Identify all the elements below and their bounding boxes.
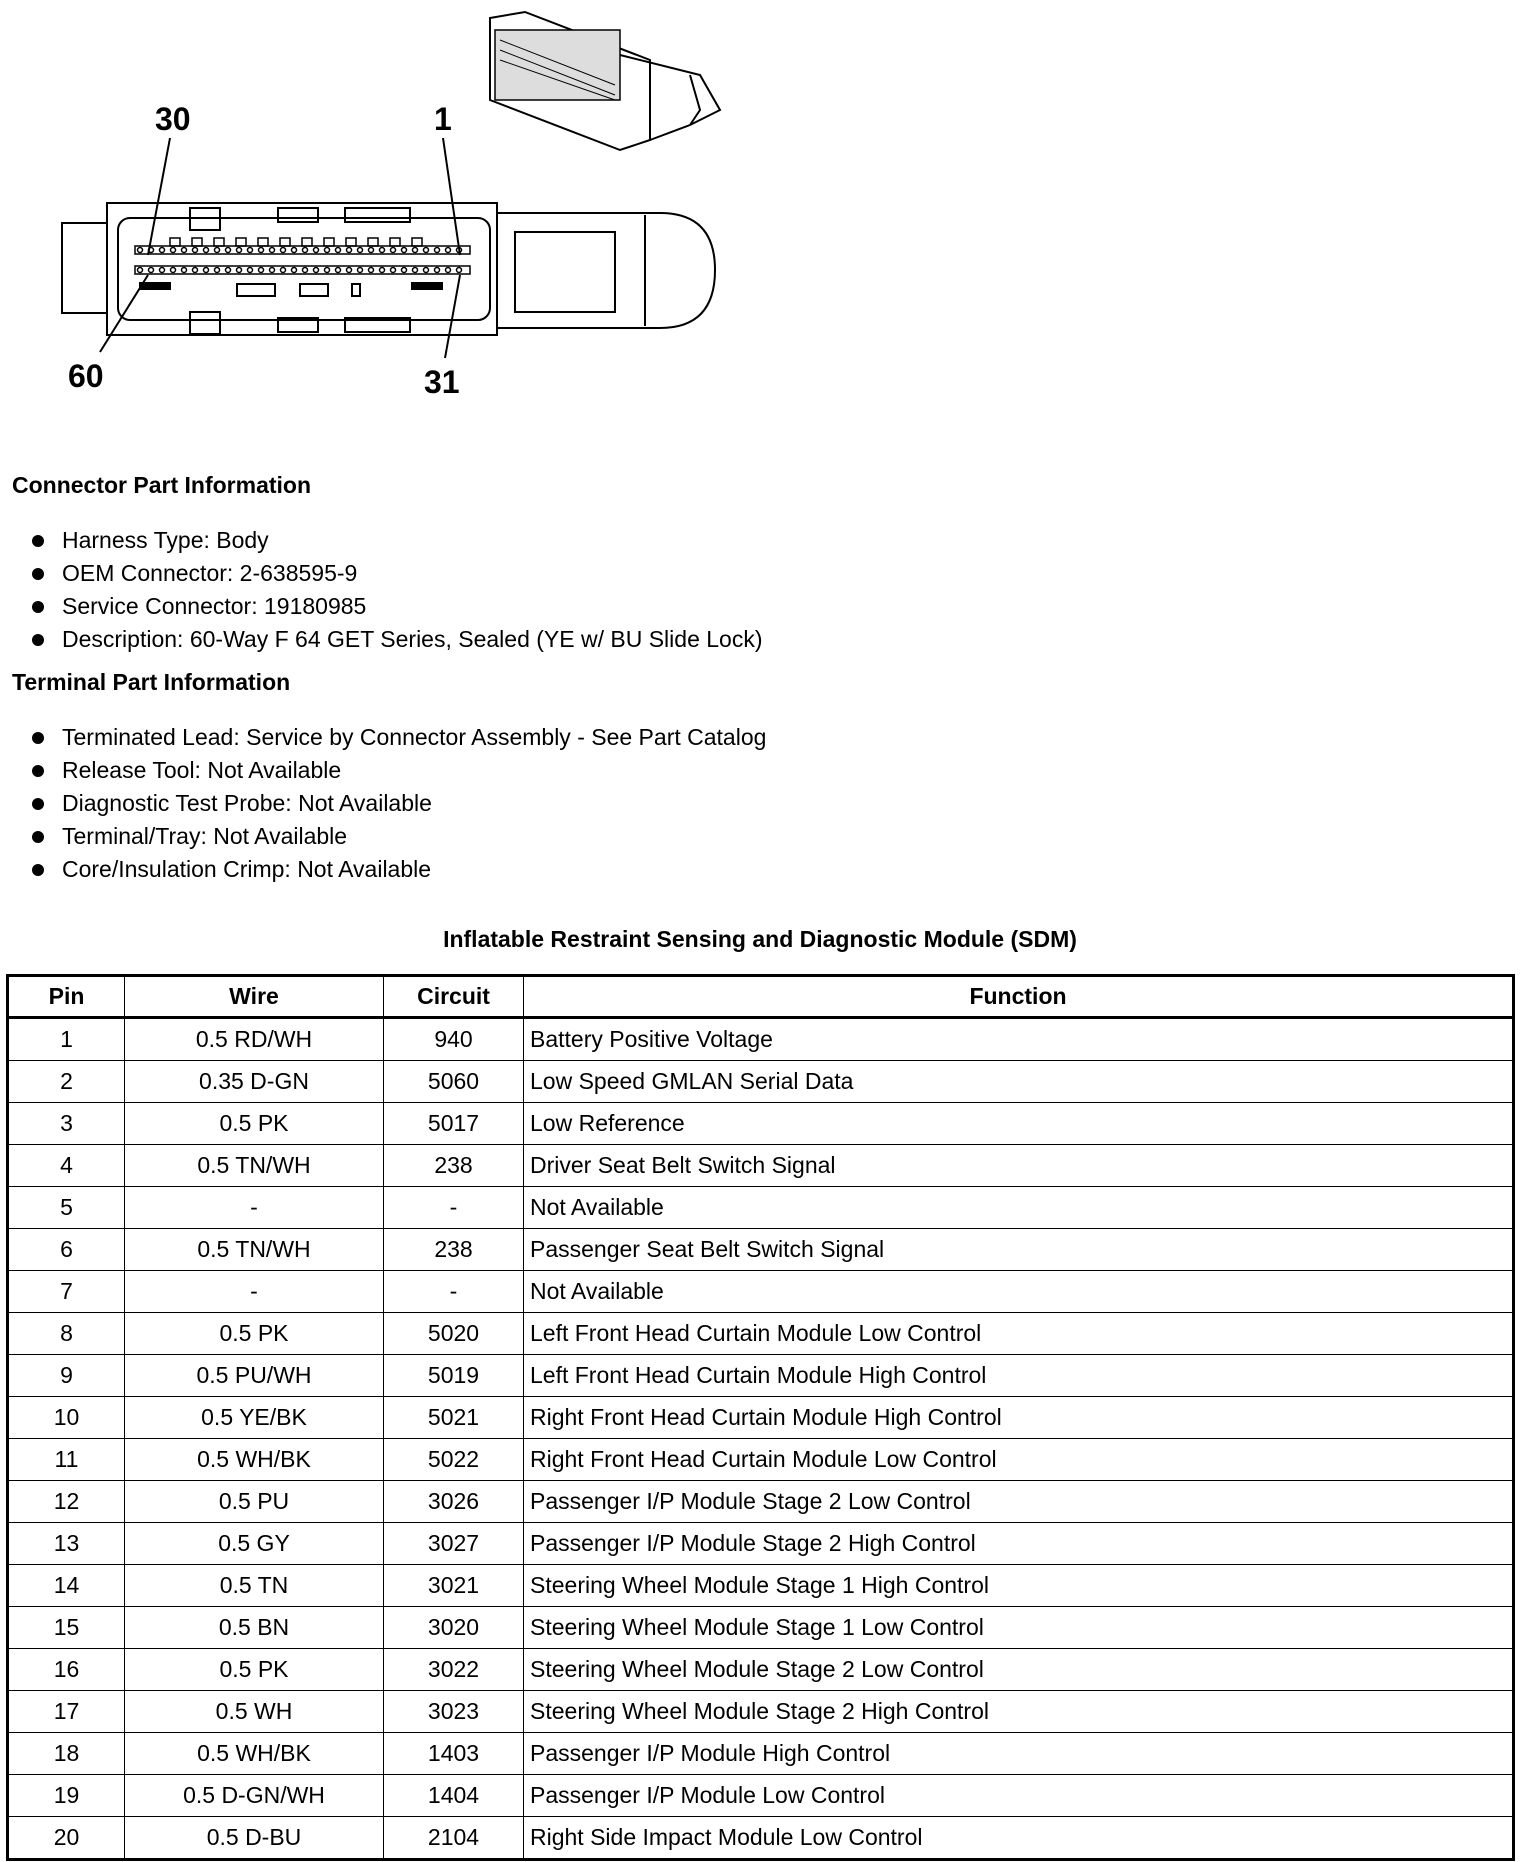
cell-function: Steering Wheel Module Stage 1 High Control bbox=[524, 1565, 1514, 1607]
cell-circuit: 238 bbox=[384, 1145, 524, 1187]
table-row bbox=[8, 1481, 1514, 1523]
cell-function: Passenger I/P Module High Control bbox=[524, 1733, 1514, 1775]
cell-circuit: 1404 bbox=[384, 1775, 524, 1817]
pin-label-1: 1 bbox=[434, 101, 452, 137]
pin-label-60: 60 bbox=[68, 358, 104, 394]
terminal-part-info-heading: Terminal Part Information bbox=[12, 669, 291, 695]
table-row bbox=[8, 1439, 1514, 1481]
cell-wire: 0.5 TN/WH bbox=[125, 1229, 384, 1271]
cell-circuit: 1403 bbox=[384, 1733, 524, 1775]
cell-function: Passenger Seat Belt Switch Signal bbox=[524, 1229, 1514, 1271]
cell-function: Left Front Head Curtain Module Low Control bbox=[524, 1313, 1514, 1355]
cell-function: Steering Wheel Module Stage 1 Low Control bbox=[524, 1607, 1514, 1649]
cell-pin: 4 bbox=[8, 1145, 125, 1187]
cell-function: Steering Wheel Module Stage 2 Low Control bbox=[524, 1649, 1514, 1691]
cell-wire: 0.5 TN/WH bbox=[125, 1145, 384, 1187]
cell-pin: 16 bbox=[8, 1649, 125, 1691]
table-row bbox=[8, 1607, 1514, 1649]
cell-function: Not Available bbox=[524, 1271, 1514, 1313]
pin-label-31: 31 bbox=[424, 364, 460, 400]
cell-function: Not Available bbox=[524, 1187, 1514, 1229]
cell-circuit: 238 bbox=[384, 1229, 524, 1271]
table-row bbox=[8, 1649, 1514, 1691]
list-item: Terminated Lead: Service by Connector Assembly - See Part Catalog bbox=[30, 721, 766, 754]
connector-face-view bbox=[62, 203, 715, 335]
cell-circuit: 5022 bbox=[384, 1439, 524, 1481]
cell-wire: 0.5 GY bbox=[125, 1523, 384, 1565]
cell-function: Driver Seat Belt Switch Signal bbox=[524, 1145, 1514, 1187]
cell-pin: 13 bbox=[8, 1523, 125, 1565]
cell-circuit: - bbox=[384, 1187, 524, 1229]
cell-function: Steering Wheel Module Stage 2 High Control bbox=[524, 1691, 1514, 1733]
table-row bbox=[8, 1691, 1514, 1733]
table-row bbox=[8, 1103, 1514, 1145]
cell-pin: 14 bbox=[8, 1565, 125, 1607]
cell-pin: 2 bbox=[8, 1061, 125, 1103]
connector-diagram bbox=[0, 0, 760, 420]
cell-wire: 0.35 D-GN bbox=[125, 1061, 384, 1103]
cell-wire: 0.5 YE/BK bbox=[125, 1397, 384, 1439]
cell-wire: 0.5 RD/WH bbox=[125, 1018, 384, 1061]
cell-wire: 0.5 D-GN/WH bbox=[125, 1775, 384, 1817]
table-row bbox=[8, 1775, 1514, 1817]
cell-pin: 17 bbox=[8, 1691, 125, 1733]
cell-wire: 0.5 D-BU bbox=[125, 1817, 384, 1860]
cell-pin: 18 bbox=[8, 1733, 125, 1775]
cell-pin: 12 bbox=[8, 1481, 125, 1523]
cell-function: Passenger I/P Module Stage 2 High Control bbox=[524, 1523, 1514, 1565]
table-header-row bbox=[8, 976, 1514, 1018]
header-function: Function bbox=[524, 976, 1514, 1018]
cell-circuit: 3021 bbox=[384, 1565, 524, 1607]
cell-function: Battery Positive Voltage bbox=[524, 1018, 1514, 1061]
cell-pin: 20 bbox=[8, 1817, 125, 1860]
cell-wire: 0.5 PK bbox=[125, 1649, 384, 1691]
cell-circuit: 2104 bbox=[384, 1817, 524, 1860]
cell-function: Passenger I/P Module Low Control bbox=[524, 1775, 1514, 1817]
table-row bbox=[8, 1145, 1514, 1187]
cell-pin: 7 bbox=[8, 1271, 125, 1313]
table-row bbox=[8, 1523, 1514, 1565]
table-row bbox=[8, 1565, 1514, 1607]
cell-circuit: 5060 bbox=[384, 1061, 524, 1103]
cell-pin: 11 bbox=[8, 1439, 125, 1481]
table-row bbox=[8, 1817, 1514, 1860]
cell-function: Passenger I/P Module Stage 2 Low Control bbox=[524, 1481, 1514, 1523]
cell-circuit: 3026 bbox=[384, 1481, 524, 1523]
cell-circuit: 5021 bbox=[384, 1397, 524, 1439]
cell-function: Right Front Head Curtain Module High Control bbox=[524, 1397, 1514, 1439]
terminal-info-list bbox=[30, 721, 766, 886]
connector-part-info-heading: Connector Part Information bbox=[12, 472, 312, 498]
list-item: Service Connector: 19180985 bbox=[30, 590, 763, 623]
cell-function: Low Reference bbox=[524, 1103, 1514, 1145]
header-pin: Pin bbox=[8, 976, 125, 1018]
cell-pin: 19 bbox=[8, 1775, 125, 1817]
list-item: Harness Type: Body bbox=[30, 524, 763, 557]
list-item: Diagnostic Test Probe: Not Available bbox=[30, 787, 766, 820]
cell-pin: 3 bbox=[8, 1103, 125, 1145]
connector-isometric-image bbox=[490, 12, 720, 150]
cell-wire: - bbox=[125, 1271, 384, 1313]
connector-info-list bbox=[30, 524, 763, 656]
cell-pin: 15 bbox=[8, 1607, 125, 1649]
cell-function: Right Side Impact Module Low Control bbox=[524, 1817, 1514, 1860]
list-item: Core/Insulation Crimp: Not Available bbox=[30, 853, 766, 886]
table-row bbox=[8, 1018, 1514, 1061]
header-wire: Wire bbox=[125, 976, 384, 1018]
cell-wire: 0.5 BN bbox=[125, 1607, 384, 1649]
cell-wire: 0.5 PU/WH bbox=[125, 1355, 384, 1397]
cell-wire: 0.5 PK bbox=[125, 1103, 384, 1145]
cell-circuit: 5020 bbox=[384, 1313, 524, 1355]
cell-wire: 0.5 WH/BK bbox=[125, 1733, 384, 1775]
cell-circuit: 3027 bbox=[384, 1523, 524, 1565]
cell-circuit: 3023 bbox=[384, 1691, 524, 1733]
list-item: Release Tool: Not Available bbox=[30, 754, 766, 787]
table-row bbox=[8, 1229, 1514, 1271]
table-row bbox=[8, 1355, 1514, 1397]
cell-wire: - bbox=[125, 1187, 384, 1229]
table-row bbox=[8, 1313, 1514, 1355]
cell-function: Low Speed GMLAN Serial Data bbox=[524, 1061, 1514, 1103]
table-row bbox=[8, 1397, 1514, 1439]
cell-wire: 0.5 PU bbox=[125, 1481, 384, 1523]
pin-label-30: 30 bbox=[155, 101, 191, 137]
cell-pin: 6 bbox=[8, 1229, 125, 1271]
cell-pin: 10 bbox=[8, 1397, 125, 1439]
list-item: Description: 60-Way F 64 GET Series, Sealed (YE w/ BU Slide Lock) bbox=[30, 623, 763, 656]
cell-wire: 0.5 TN bbox=[125, 1565, 384, 1607]
cell-circuit: 3020 bbox=[384, 1607, 524, 1649]
cell-pin: 8 bbox=[8, 1313, 125, 1355]
table-title: Inflatable Restraint Sensing and Diagnostic Module (SDM) bbox=[443, 926, 1077, 952]
cell-pin: 9 bbox=[8, 1355, 125, 1397]
table-row bbox=[8, 1187, 1514, 1229]
cell-circuit: 3022 bbox=[384, 1649, 524, 1691]
cell-circuit: 940 bbox=[384, 1018, 524, 1061]
cell-wire: 0.5 WH/BK bbox=[125, 1439, 384, 1481]
cell-wire: 0.5 WH bbox=[125, 1691, 384, 1733]
pinout-table bbox=[6, 974, 1515, 1861]
list-item: OEM Connector: 2-638595-9 bbox=[30, 557, 763, 590]
cell-circuit: 5017 bbox=[384, 1103, 524, 1145]
cell-wire: 0.5 PK bbox=[125, 1313, 384, 1355]
table-row bbox=[8, 1271, 1514, 1313]
cell-circuit: - bbox=[384, 1271, 524, 1313]
cell-circuit: 5019 bbox=[384, 1355, 524, 1397]
cell-function: Left Front Head Curtain Module High Control bbox=[524, 1355, 1514, 1397]
list-item: Terminal/Tray: Not Available bbox=[30, 820, 766, 853]
header-circuit: Circuit bbox=[384, 976, 524, 1018]
table-row bbox=[8, 1733, 1514, 1775]
cell-function: Right Front Head Curtain Module Low Control bbox=[524, 1439, 1514, 1481]
table-row bbox=[8, 1061, 1514, 1103]
cell-pin: 1 bbox=[8, 1018, 125, 1061]
cell-pin: 5 bbox=[8, 1187, 125, 1229]
